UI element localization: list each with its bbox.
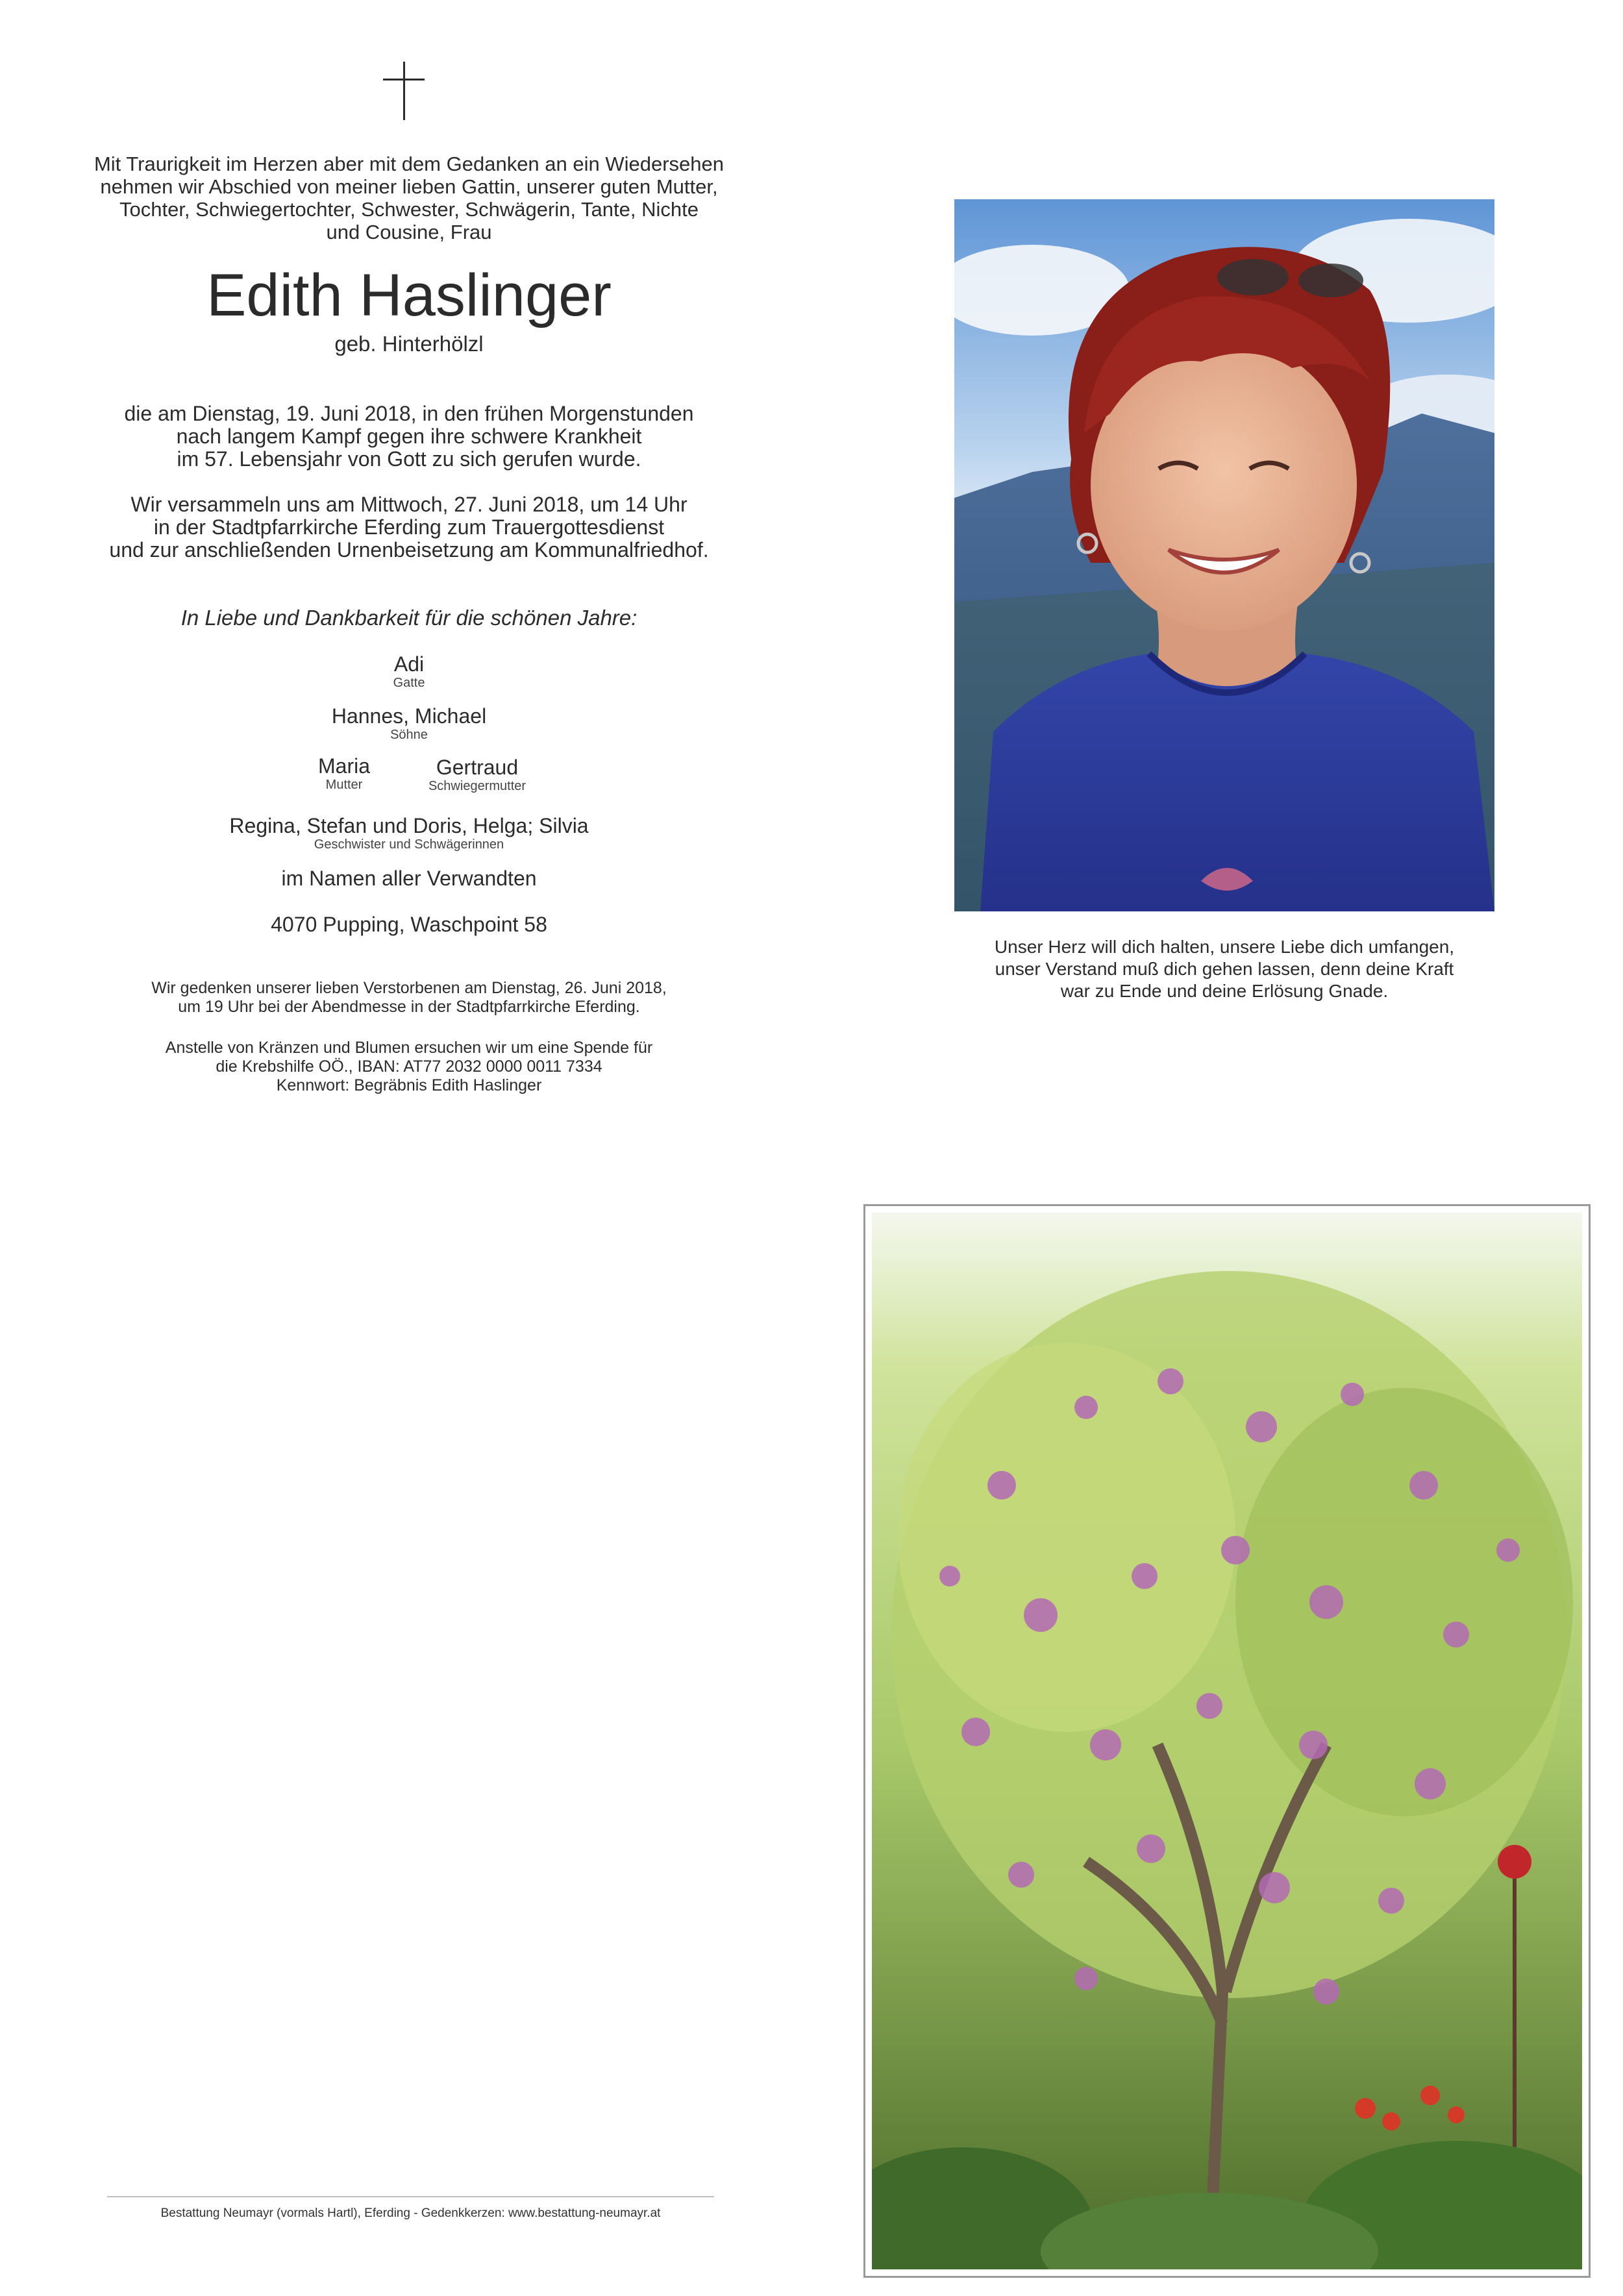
- donation-note: [65, 1039, 753, 1095]
- family-address: [195, 913, 623, 936]
- deceased-name: Edith Haslinger: [206, 262, 612, 328]
- family-role: Gatte: [393, 676, 425, 690]
- death-line: im 57. Lebensjahr von Gott zu sich gerufen wurde.: [177, 447, 641, 471]
- family-siblings: [195, 814, 623, 852]
- family-mother: [279, 754, 409, 792]
- quote-caption: [954, 936, 1494, 1002]
- quote-line: Unser Herz will dich halten, unsere Liebe dich umfangen,: [994, 937, 1455, 957]
- family-husband: [279, 652, 539, 690]
- donation-line: die Krebshilfe OÖ., IBAN: AT77 2032 0000 0011 7334: [216, 1057, 602, 1076]
- family-role: Mutter: [325, 778, 363, 792]
- cross-icon: [383, 62, 425, 120]
- family-role: Geschwister und Schwägerinnen: [314, 837, 504, 852]
- intro-text: [65, 153, 753, 243]
- family-sons: [279, 704, 539, 742]
- donation-line: Anstelle von Kränzen und Blumen ersuchen wir um eine Spende für: [165, 1039, 653, 1057]
- footer-divider: [107, 2196, 714, 2197]
- family-role: Schwiegermutter: [428, 779, 527, 793]
- death-line: nach langem Kampf gegen ihre schwere Krankheit: [176, 425, 642, 448]
- garden-photo-frame: [863, 1204, 1591, 2278]
- death-announcement: [65, 402, 753, 471]
- quote-line: unser Verstand muß dich gehen lassen, denn deine Kraft: [995, 959, 1454, 979]
- memorial-line: Wir gedenken unserer lieben Verstorbenen am Dienstag, 26. Juni 2018,: [151, 979, 667, 997]
- magnolia-tree-photo: [872, 1213, 1582, 2269]
- memorial-mass-note: [65, 979, 753, 1017]
- birth-name: geb. Hinterhölzl: [334, 332, 484, 356]
- thanks-line: In Liebe und Dankbarkeit für die schönen Jahre:: [180, 606, 638, 630]
- memorial-line: um 19 Uhr bei der Abendmesse in der Stadtpfarrkirche Eferding.: [178, 998, 640, 1016]
- donation-line: Kennwort: Begräbnis Edith Haslinger: [276, 1076, 542, 1094]
- service-line: und zur anschließenden Urnenbeisetzung am Kommunalfriedhof.: [109, 538, 709, 562]
- family-name: Maria: [317, 754, 370, 778]
- service-line: in der Stadtpfarrkirche Eferding zum Trauergottesdienst: [153, 515, 665, 539]
- service-announcement: [65, 493, 753, 562]
- service-line: Wir versammeln uns am Mittwoch, 27. Juni 2018, um 14 Uhr: [130, 493, 688, 516]
- family-mother-in-law: [409, 756, 545, 793]
- intro-line: nehmen wir Abschied von meiner lieben Gattin, unserer guten Mutter,: [100, 175, 718, 198]
- intro-line: Tochter, Schwiegertochter, Schwester, Schwägerin, Tante, Nichte: [119, 198, 699, 221]
- family-role: Söhne: [390, 728, 428, 742]
- quote-line: war zu Ende und deine Erlösung Gnade.: [1060, 981, 1389, 1001]
- relatives-line: im Namen aller Verwandten: [281, 867, 537, 890]
- footer-text: Bestattung Neumayr (vormals Hartl), Eferding - Gedenkkerzen: www.bestattung-neumayr.at: [160, 2206, 661, 2220]
- portrait-photo: [954, 199, 1494, 911]
- death-line: die am Dienstag, 19. Juni 2018, in den frühen Morgenstunden: [124, 402, 694, 425]
- family-name: Regina, Stefan und Doris, Helga; Silvia: [229, 814, 589, 837]
- address-line: 4070 Pupping, Waschpoint 58: [271, 913, 547, 936]
- intro-line: und Cousine, Frau: [326, 221, 492, 243]
- family-name: Adi: [393, 652, 425, 676]
- intro-line: Mit Traurigkeit im Herzen aber mit dem Gedanken an ein Wiedersehen: [93, 153, 725, 175]
- family-name: Hannes, Michael: [331, 704, 487, 728]
- family-name: Gertraud: [436, 756, 519, 779]
- family-relatives: [195, 867, 623, 890]
